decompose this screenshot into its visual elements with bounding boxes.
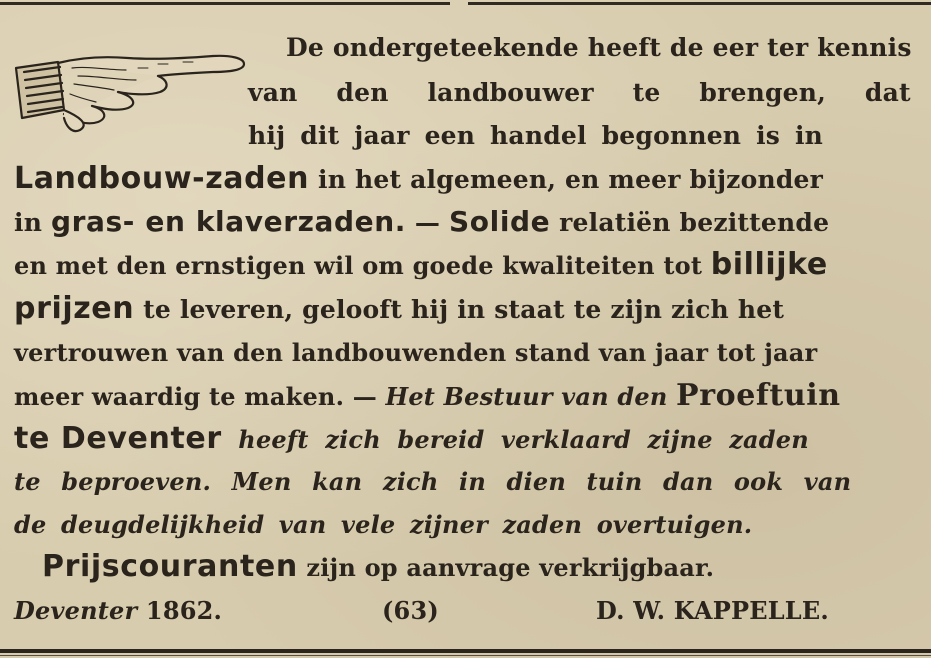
top-rule [0, 0, 931, 6]
prijzen-heading: prijzen [14, 291, 135, 326]
deventer-heading: te Deventer [14, 421, 222, 456]
ad-line-2-text: van den landbouwer te brengen, dat [248, 78, 911, 107]
ad-line-7-text: te leveren, gelooft hij in staat te zijn zich het [134, 295, 785, 324]
footer-year: 1862. [137, 596, 223, 625]
em-dash: — [406, 208, 450, 237]
ad-line-8: vertrouwen van den landbouwenden stand van jaar tot jaar [14, 338, 818, 367]
footer-number: (63) [382, 596, 439, 625]
ad-line-4-text: in het algemeen, en meer bijzonder [309, 165, 823, 194]
ad-line-7 [14, 291, 785, 326]
ad-line-9-text: meer waardig te maken. — [14, 382, 386, 411]
footer-place: Deventer [14, 596, 138, 625]
ad-line-5 [14, 207, 829, 238]
ad-line-9 [14, 378, 841, 413]
ad-line-12: de deugdelijkheid van vele zijner zaden overtuigen. [14, 510, 753, 539]
ad-line-5-text: relatiën bezittende [550, 208, 830, 237]
billijke-heading: billijke [710, 247, 828, 282]
ad-line-5-prefix: in [14, 208, 51, 237]
ad-line-3: hij dit jaar een handel begonnen is in [248, 121, 824, 150]
ad-line-2 [248, 78, 914, 108]
bestuur-italic: Het Bestuur van den [385, 382, 677, 411]
footer-advertiser-name: D. W. KAPPELLE. [596, 596, 829, 625]
ad-line-13-text: zijn op aanvrage verkrijgbaar. [297, 553, 715, 582]
ad-line-4 [14, 161, 823, 196]
bottom-rule [0, 648, 931, 658]
proeftuin-heading: Proeftuin [676, 378, 841, 413]
solide-heading: Solide [449, 205, 551, 238]
product-heading: Landbouw-zaden [14, 161, 310, 196]
prijscouranten-heading: Prijscouranten [42, 549, 298, 584]
ad-line-10-italic: heeft zich bereid verklaard zijne zaden [221, 425, 809, 454]
ad-line-6 [14, 247, 828, 282]
ad-line-10 [14, 421, 809, 456]
ad-line-6-text: en met den ernstigen wil om goede kwaliteiten tot [14, 251, 711, 280]
ad-line-11: te beproeven. Men kan zich in dien tuin dan ook van [14, 467, 852, 496]
ad-line-13 [42, 549, 715, 584]
footer-place-year [14, 596, 222, 626]
seed-type-heading: gras- en klaverzaden. [50, 205, 406, 238]
ad-line-1: De ondergeteekende heeft de eer ter kennis [286, 33, 912, 62]
pointing-hand-icon [8, 46, 248, 138]
